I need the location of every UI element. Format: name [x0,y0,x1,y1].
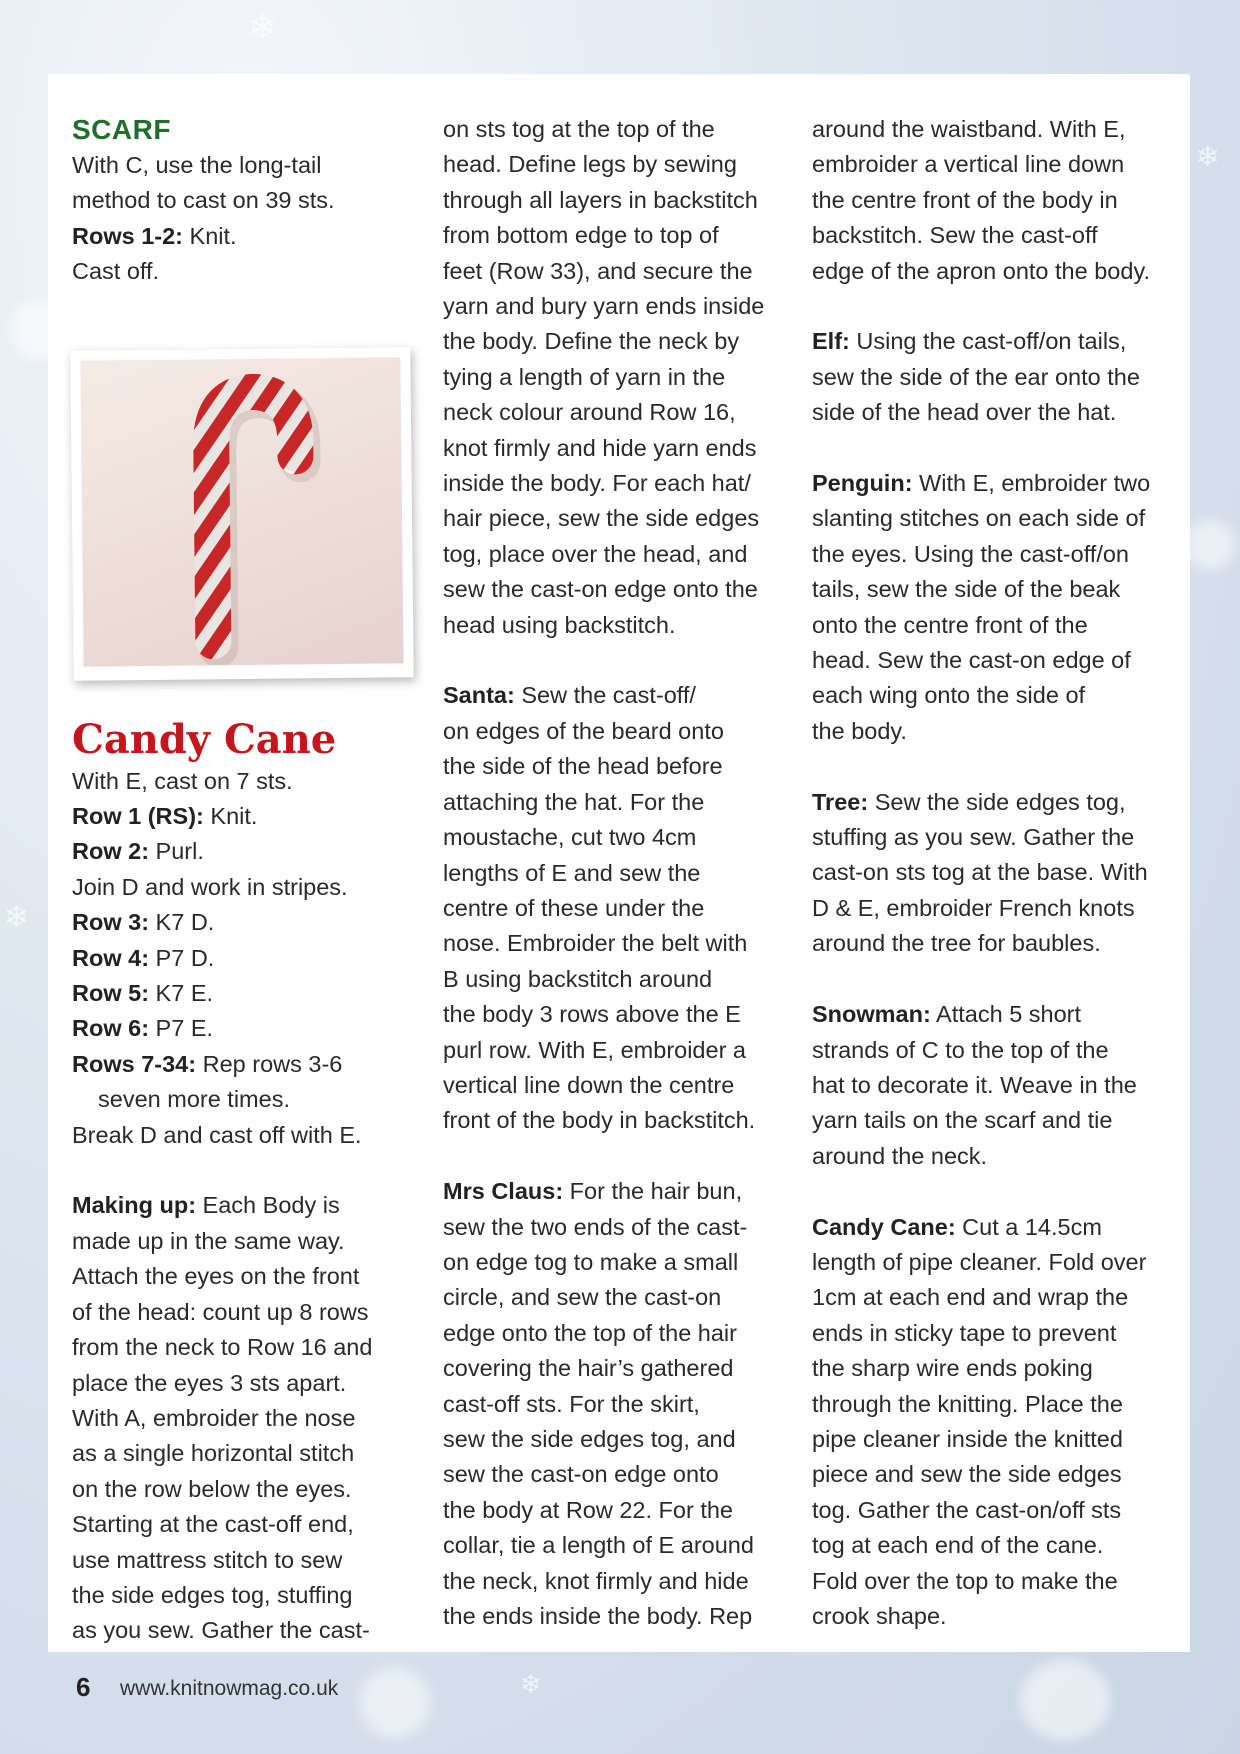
row-text: K7 D. [149,909,215,936]
text-line: on the row below the eyes. [72,1475,352,1502]
row-text: K7 E. [149,980,214,1007]
text-line: Break D and cast off with E. [72,1121,362,1148]
text-line: embroider a vertical line down [812,151,1125,178]
page-number: 6 [76,1672,91,1702]
text-line: D & E, embroider French knots [812,894,1135,921]
section-label: Candy Cane: [812,1213,956,1240]
snowflake-icon: ❄ [4,900,30,935]
row-label: Row 6: [72,1015,150,1042]
candy-cane-photo [70,347,413,681]
text-line: sew the cast-on edge onto [443,1461,719,1488]
text-line: the body 3 rows above the E [443,1001,741,1028]
text-line: circle, and sew the cast-on [443,1284,722,1311]
text-line: edge onto the top of the hair [443,1319,737,1346]
santa-paragraph [443,678,783,713]
column-2 [443,112,783,1634]
elf-paragraph [812,324,1172,359]
text-line: edge of the apron onto the body. [812,257,1150,284]
background-bokeh [1185,520,1235,570]
text-line: around the neck. [812,1142,988,1169]
tree-paragraph [812,785,1172,820]
text-line: on sts tog at the top of the [443,116,715,142]
snowflake-icon: ❄ [248,8,277,48]
text-line: from the neck to Row 16 and [72,1334,373,1361]
row-text: P7 D. [149,944,215,971]
text-line: the eyes. Using the cast-off/on [812,540,1129,567]
instruction-row [72,1011,402,1046]
text-line: Cut a 14.5cm [955,1213,1102,1240]
section-label: Penguin: [812,470,913,497]
instruction-row [72,1047,402,1082]
row-label: Rows 1-2: [72,222,183,249]
section-label: Mrs Claus: [443,1178,564,1205]
text-line: lengths of E and sew the [443,859,701,886]
text-line: sew the two ends of the cast- [443,1213,748,1240]
text-line: strands of C to the top of the [812,1036,1109,1063]
text-line: backstitch. Sew the cast-off [812,222,1098,249]
text-line: pipe cleaner inside the knitted [812,1425,1123,1452]
section-label: Santa: [443,682,515,709]
snowflake-icon: ❄ [1196,140,1220,173]
page-sheet [48,74,1190,1652]
text-line: tog at each end of the cane. [812,1532,1104,1559]
row-label: Row 1 (RS): [72,803,204,830]
text-line: With C, use the long-tail [72,152,322,178]
text-line: the side of the head before [443,753,723,780]
text-line: 1cm at each end and wrap the [812,1284,1129,1311]
text-line: head. Sew the cast-on edge of [812,647,1131,674]
text-line: piece and sew the side edges [812,1461,1122,1488]
text-line: side of the head over the hat. [812,399,1117,426]
section-label: Elf: [812,328,850,355]
background-bokeh [360,1668,430,1738]
footer-url-link[interactable]: www.knitnowmag.co.uk [120,1677,339,1700]
row-label: Row 2: [72,838,150,865]
text-line: Attach the eyes on the front [72,1263,360,1290]
text-line: yarn tails on the scarf and tie [812,1107,1113,1134]
penguin-paragraph [812,466,1172,501]
text-line: tog. Gather the cast-on/off sts [812,1496,1122,1523]
text-line: from bottom edge to top of [443,222,719,249]
text-line: through all layers in backstitch [443,186,758,213]
row-text: Knit. [183,222,237,249]
text-line: the sharp wire ends poking [812,1355,1093,1382]
text-line: Sew the cast-off/ [514,682,696,709]
row-text: Join D and work in stripes. [72,873,348,900]
text-line: hat to decorate it. Weave in the [812,1071,1137,1098]
scarf-heading: SCARF [72,114,171,145]
text-line: Cast off. [72,258,160,285]
text-line: centre of these under the [443,894,705,921]
text-line: sew the side of the ear onto the [812,363,1140,390]
text-line: as you sew. Gather the cast- [72,1617,370,1644]
text-line: cast-on sts tog at the base. With [812,859,1148,886]
instruction-row [72,941,402,976]
instruction-row [72,905,402,940]
text-line: of the head: count up 8 rows [72,1298,369,1325]
row-text: P7 E. [149,1015,214,1042]
text-line: With E, cast on 7 sts. [72,767,293,794]
text-line: sew the cast-on edge onto the [443,576,758,603]
text-line: tog, place over the head, and [443,540,748,567]
text-line: nose. Embroider the belt with [443,930,748,957]
column-1 [72,112,402,1649]
making-up-paragraph [72,1188,402,1223]
text-line: on edges of the beard onto [443,717,724,744]
text-line: With A, embroider the nose [72,1404,356,1431]
text-line: on edge tog to make a small [443,1248,739,1275]
text-line: feet (Row 33), and secure the [443,257,753,284]
text-line: purl row. With E, embroider a [443,1036,746,1063]
text-line: head using backstitch. [443,611,676,638]
text-line: collar, tie a length of E around [443,1532,754,1559]
row-label: Row 3: [72,909,150,936]
text-line: tails, sew the side of the beak [812,576,1121,603]
text-line: crook shape. [812,1602,947,1629]
text-line: each wing onto the side of [812,682,1086,709]
text-line: yarn and bury yarn ends inside [443,293,765,320]
instruction-row [72,799,402,834]
text-line: head. Define legs by sewing [443,151,737,178]
text-line: through the knitting. Place the [812,1390,1123,1417]
text-line: around the waistband. With E, [812,116,1126,142]
section-label: Making up: [72,1192,197,1219]
text-line: vertical line down the centre [443,1071,735,1098]
text-line: the body. Define the neck by [443,328,740,355]
instruction-row [72,870,402,905]
text-line: the centre front of the body in [812,186,1118,213]
row-text: Rep rows 3-6 [196,1050,343,1077]
text-line: Fold over the top to make the [812,1567,1118,1594]
text-line: length of pipe cleaner. Fold over [812,1248,1147,1275]
text-line: Sew the side edges tog, [868,788,1126,815]
text-line: slanting stitches on each side of [812,505,1146,532]
text-line: With E, embroider two [912,470,1151,497]
text-line: neck colour around Row 16, [443,399,736,426]
candy-cane-image [80,357,403,666]
text-line: the body at Row 22. For the [443,1496,733,1523]
row-label: Row 4: [72,944,150,971]
text-line: seven more times. [98,1086,290,1113]
text-line: use mattress stitch to sew [72,1546,343,1573]
section-label: Snowman: [812,1001,931,1028]
snowflake-icon: ❄ [520,1670,542,1700]
candy-cane-illustration [80,357,403,666]
instruction-row [72,976,402,1011]
text-line: For the hair bun, [563,1178,743,1205]
candy-cane-paragraph [812,1210,1172,1245]
text-line: Each Body is [196,1192,340,1219]
text-line: around the tree for baubles. [812,930,1101,957]
text-line: hair piece, sew the side edges [443,505,760,532]
text-line: moustache, cut two 4cm [443,824,697,851]
text-line: ends in sticky tape to prevent [812,1319,1117,1346]
text-line: onto the centre front of the [812,611,1088,638]
text-line: method to cast on 39 sts. [72,187,335,214]
candy-cane-heading: Candy Cane [72,715,337,763]
text-line: front of the body in backstitch. [443,1107,756,1134]
text-line: knot firmly and hide yarn ends [443,434,757,461]
row-text: Knit. [203,803,258,830]
text-line: the side edges tog, stuffing [72,1581,353,1608]
snowman-paragraph [812,997,1172,1032]
row-label: Rows 7-34: [72,1050,197,1077]
text-line: Using the cast-off/on tails, [849,328,1127,355]
text-line: as a single horizontal stitch [72,1440,355,1467]
text-line: the neck, knot firmly and hide [443,1567,749,1594]
text-line: made up in the same way. [72,1227,345,1254]
text-line: the body. [812,717,907,744]
text-line: attaching the hat. For the [443,788,705,815]
row-text: Purl. [149,838,204,865]
text-line: inside the body. For each hat/ [443,470,751,497]
text-line: covering the hair’s gathered [443,1355,734,1382]
text-line: the ends inside the body. Rep [443,1603,753,1630]
instruction-row [72,219,402,254]
text-line: cast-off sts. For the skirt, [443,1390,700,1417]
row-label: Row 5: [72,980,150,1007]
section-label: Tree: [812,788,869,815]
text-line: place the eyes 3 sts apart. [72,1369,347,1396]
instruction-row [72,834,402,869]
text-line: Attach 5 short [930,1001,1082,1028]
text-line: tying a length of yarn in the [443,363,726,390]
text-line: sew the side edges tog, and [443,1426,736,1452]
mrs-claus-paragraph [443,1174,783,1209]
text-line: stuffing as you sew. Gather the [812,824,1135,851]
text-line: B using backstitch around [443,965,713,992]
column-3 [812,112,1172,1634]
text-line: Starting at the cast-off end, [72,1511,354,1538]
background-bokeh [1020,1660,1110,1740]
